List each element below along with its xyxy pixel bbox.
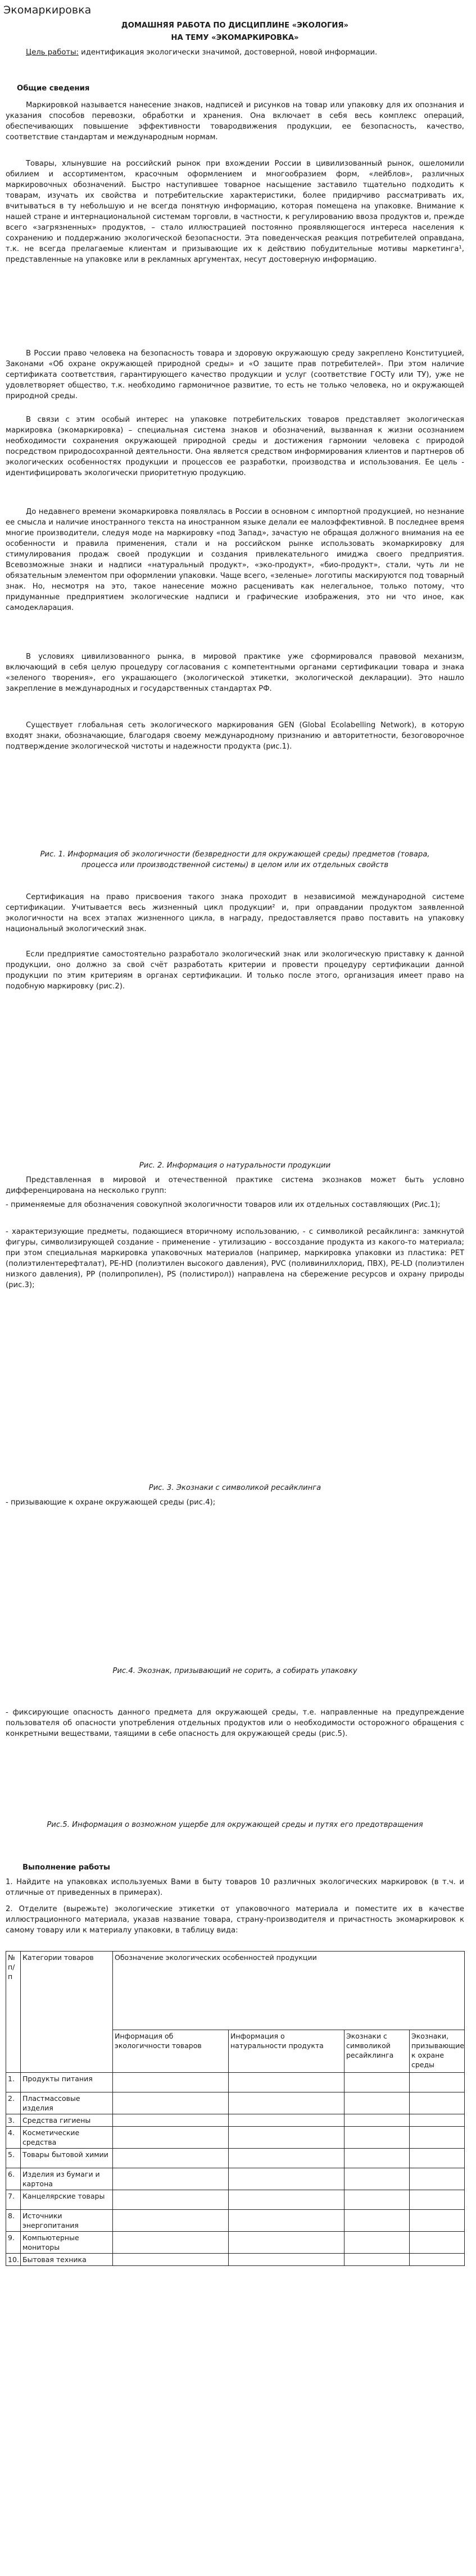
table-cell-category: Компьютерные мониторы	[21, 2232, 113, 2254]
table-cell-number: 7.	[6, 2190, 21, 2210]
paragraph-9: Если предприятие самостоятельно разработало экологический знак или экологическую приставку к данной продукции, оно должно за свой счёт разработать критерии и провести процедуру сертификации данной продукции по этим критериям в органах сертификации. И только после этого, организация имеет право на подобную маркировку (рис.2).	[6, 950, 464, 991]
table-cell	[410, 2149, 465, 2168]
goal-paragraph	[6, 47, 464, 58]
table-cell	[113, 2232, 229, 2254]
table-row	[6, 2127, 465, 2149]
table-cell	[344, 2190, 410, 2210]
section-heading-general: Общие сведения	[17, 84, 90, 93]
table-cell	[229, 2232, 344, 2254]
table-cell	[229, 2092, 344, 2114]
figure-3-caption: Рис. 3. Экознаки с символикой ресайклинга	[148, 1484, 321, 1492]
table-row	[6, 2114, 465, 2127]
table-cell	[344, 2210, 410, 2232]
table-cell-category: Средства гигиены	[21, 2114, 113, 2127]
table-cell-category: Товары бытовой химии	[21, 2149, 113, 2168]
table-cell	[229, 2168, 344, 2190]
header-line-2: НА ТЕМУ «ЭКОМАРКИРОВКА»	[171, 34, 299, 42]
table-cell	[229, 2149, 344, 2168]
table-cell-number: 10.	[6, 2254, 21, 2266]
page-title: Экомаркировка	[3, 4, 92, 16]
paragraph-14: - фиксирующие опасность данного предмета для окружающей среды, т.е. направленные на предупреждение пользователя об опасности употребления отдельных продуктов или о необходимости осторожного обращения с конкретными веществами, таящими в себе опасность для окружающей среды (рис.5).	[6, 1708, 464, 1738]
table-cell	[113, 2168, 229, 2190]
table-cell	[229, 2190, 344, 2210]
table-cell	[229, 2114, 344, 2127]
table-cell	[113, 2073, 229, 2092]
table-cell-number: 1.	[6, 2073, 21, 2092]
table-cell	[344, 2232, 410, 2254]
task-1: 1. Найдите на упаковках используемых Вами в быту товаров 10 различных экологических маркировок (в т.ч. и отличные от приведенных в примерах).	[6, 1878, 464, 1897]
paragraph-6: В условиях цивилизованного рынка, в мировой практике уже сформировался правовой механизм, включающий в себя целую процедуру согласования с компетентными органами сертификации товара и знака «зеленого творения», его украшающего (экологической этикетки, экологической декларации). Это нашло закрепление в международных и государственных стандартах РФ.	[6, 653, 464, 693]
figure-4-caption: Рис.4. Экознак, призывающий не сорить, а собирать упаковку	[112, 1667, 357, 1675]
table-cell-number: 4.	[6, 2127, 21, 2149]
table-cell	[344, 2127, 410, 2149]
table-subheader-recycling: Экознаки с символикой ресайклинга	[344, 2030, 410, 2073]
table-cell	[113, 2092, 229, 2114]
table-cell	[410, 2127, 465, 2149]
table-row	[6, 2232, 465, 2254]
table-cell-category: Источники энергопитания	[21, 2210, 113, 2232]
table-cell	[410, 2232, 465, 2254]
table-header-group: Обозначение экологических особенностей продукции	[113, 1952, 465, 2030]
figure-5-caption: Рис.5. Информация о возможном ущербе для окружающей среды и путях его предотвращения	[47, 1821, 423, 1829]
table-row	[6, 2149, 465, 2168]
paragraph-1: Маркировкой называется нанесение знаков, надписей и рисунков на товар или упаковку для их опознания и указания способов перевозки, обработки и хранения. Она включает в себя весь комплекс операций, обеспечивающих повышение эффективности товародвижения продукции, ее безопасность, качество, соответствие стандартам и международным нормам.	[6, 101, 464, 142]
table-cell	[229, 2254, 344, 2266]
table-cell	[410, 2254, 465, 2266]
table-cell	[344, 2254, 410, 2266]
table-cell	[344, 2149, 410, 2168]
table-cell-category: Пластмассовые изделия	[21, 2092, 113, 2114]
table-cell	[410, 2114, 465, 2127]
paragraph-8: Сертификация на право присвоения такого знака проходит в независимой международной системе сертификации. Учитывается весь жизненный цикл продукции² и, при оправдании продуктом заявленной экологичности на всех этапах жизненного цикла, в награду, предоставляется право поставить на упаковку национальный экологический знак.	[6, 893, 464, 933]
table-cell-number: 3.	[6, 2114, 21, 2127]
table-cell	[344, 2114, 410, 2127]
table-row	[6, 2073, 465, 2092]
table-cell	[229, 2210, 344, 2232]
paragraph-12: - характеризующие предметы, подающиеся вторичному использованию, - с символикой ресайклинга: замкнутой фигуры, символизирующей создание - применение - утилизацию - воссоздание продукта из какого-то материала; при этом специальная маркировка упаковочных материалов (например, маркировка упаковки из пластика: PET (полиэтилентерефталат), PE-HD (полиэтилен высокого давления), PVC (поливинилхлорид, ПВХ), PE-LD (полиэтилен низкого давления), PP (полипропилен), PS (полистирол)) направлена на сбережение ресурсов и охрану природы (рис.3);	[6, 1228, 464, 1289]
table-cell	[410, 2210, 465, 2232]
paragraph-11: - применяемые для обозначения совокупной экологичности товаров или их отдельных составляющих (Рис.1);	[6, 1201, 441, 1209]
table-cell	[113, 2210, 229, 2232]
eco-labels-table	[6, 1951, 465, 2266]
table-subheader-ecology: Информация об экологичности товаров	[113, 2030, 229, 2073]
table-cell	[410, 2073, 465, 2092]
table-cell	[113, 2149, 229, 2168]
table-cell	[229, 2127, 344, 2149]
table-cell	[410, 2168, 465, 2190]
table-cell-number: 6.	[6, 2168, 21, 2190]
table-cell-number: 2.	[6, 2092, 21, 2114]
task-2: 2. Отделите (вырежьте) экологические этикетки от упаковочного материала и поместите их в качестве иллюстрационного материала, указав название товара, страну-производителя и причастность экомаркировок к самому товару или к материалу упаковки, в таблицу вида:	[6, 1905, 464, 1935]
table-row	[6, 2254, 465, 2266]
table-cell	[229, 2073, 344, 2092]
paragraph-2: Товары, хлынувшие на российский рынок при вхождении России в цивилизованный рынок, ошеломили обилием и ассортиментом, красочным оформлением и многообразием форм, «лейблов», различных маркировочных обозначений. Быстро наступившее товарное насыщение заставило тщательно подходить к товарам, изучать их свойства и потребительские характеристики, более придирчиво рассматривать их, вчитываться в ту небольшую и не всегда понятную информацию, которая помещена на упаковке. Внимание к нашей стране и интернациональной системам торговли, в частности, к регулированию ввоза продуктов и, прежде всего «загрязненных» продуктов, – стало иллюстрацией постоянно проявляющегося интереса населения к сохранению и поддержанию экологической безопасности. Эта поведенческая реакция потребителей оправдана, т.к. не всегда прелагаемые клиентам и призывающие их к действию побудительные мотивы маркетинга¹, представленные на упаковке или в рекламных аргументах, несут достоверную информацию.	[6, 159, 464, 264]
paragraph-3: В России право человека на безопасность товара и здоровую окружающую среду закреплено Конституцией, Законами «Об охране окружающей природной среды» и «О защите прав потребителей». При этом наличие сертификата соответствия, гарантирующего качество продукции и услуг (соответствие ГОСТу или ТУ), уже не удовлетворяет общество, т.к. необходимо гармоничное развитие, то есть не только человека, но и окружающей природной среды.	[6, 349, 464, 400]
table-cell	[113, 2190, 229, 2210]
figure-1-caption: Рис. 1. Информация об экологичности (безвредности для окружающей среды) предметов (товара, процесса или производственной системы) в целом или их отдельных свойств	[40, 850, 430, 869]
table-cell-category: Косметические средства	[21, 2127, 113, 2149]
table-cell-category: Продукты питания	[21, 2073, 113, 2092]
table-cell	[113, 2114, 229, 2127]
table-row	[6, 2190, 465, 2210]
table-cell-number: 5.	[6, 2149, 21, 2168]
table-row	[6, 2092, 465, 2114]
goal-label: Цель работы:	[26, 48, 79, 57]
section-heading-work: Выполнение работы	[22, 1863, 110, 1872]
paragraph-13: - призывающие к охране окружающей среды (рис.4);	[6, 1498, 216, 1507]
table-cell-number: 9.	[6, 2232, 21, 2254]
table-cell	[344, 2073, 410, 2092]
goal-text: идентификация экологически значимой, достоверной, новой информации.	[78, 48, 378, 57]
table-cell-category: Канцелярские товары	[21, 2190, 113, 2210]
paragraph-5: До недавнего времени экомаркировка появлялась в России в основном с импортной продукцией, но незнание ее смысла и наличие инострaнного текста на иностранном языке делали ее малоэффективной. В последнее время многие производители, следуя моде на маркировку «под Запад», зачастую не обращая должного внимания на ее особенности и правила применения, стали и на российском рынке использовать экомаркировку для стимулирования продаж своей продукции и создания привлекательного имиджа своего предприятия. Всевозможные знаки и надписи «натуральный продукт», «эко-продукт», «био-продукт», стали, чуть ли не обязательным элементом при оформлении упаковки. Чаще всего, «зеленые» логотипы маскируются под товарный знак. Но, несмотря на это, такое нанесение можно расценивать как нелегальное, только потому, что придуманные предприятием экологические надписи и графические изображения, это ни что иное, как самодекларация.	[6, 508, 464, 612]
table-cell	[410, 2092, 465, 2114]
table-cell	[113, 2254, 229, 2266]
table-header-category: Категории товаров	[21, 1952, 113, 2073]
paragraph-10: Представленная в мировой и отечественной практике система экознаков может быть условно дифференцирована на несколько групп:	[6, 1176, 464, 1195]
table-cell	[344, 2092, 410, 2114]
table-cell-category: Бытовая техника	[21, 2254, 113, 2266]
table-cell	[113, 2127, 229, 2149]
table-subheader-natural: Информация о натуральности продукта	[229, 2030, 344, 2073]
paragraph-7: Существует глобальная сеть экологического маркирования GEN (Global Ecolabelling Network), в которую входят знаки, обозначающие, благодаря своему международному признанию и авторитетности, безоговорочное подтверждение экологической чистоты и надежности продукта (рис.1).	[6, 721, 464, 751]
table-subheader-protection: Экознаки, призывающие к охране среды	[410, 2030, 465, 2073]
paragraph-4: В связи с этим особый интерес на упаковке потребительских товаров представляет экологическая маркировка (экомаркировка) – специальная система знаков и обозначений, вызванная к жизни осознанием необходимости сохранения окружающей природной среды и достижения гармонии человека с природой посредством природосохранной деятельности. Она является средством информирования клиентов и партнеров об экологических особенностях продукции и процессов ее разработки, производства и использования. Ее цель - идентифицировать экологически приоритетную продукцию.	[6, 416, 464, 477]
table-cell-category: Изделия из бумаги и картона	[21, 2168, 113, 2190]
table-cell	[410, 2190, 465, 2210]
table-row	[6, 2168, 465, 2190]
table-cell-number: 8.	[6, 2210, 21, 2232]
table-row	[6, 2210, 465, 2232]
table-cell	[344, 2168, 410, 2190]
table-header-number: № п/п	[6, 1952, 21, 2073]
figure-2-caption: Рис. 2. Информация о натуральности продукции	[139, 1161, 331, 1170]
header-line-1: ДОМАШНЯЯ РАБОТА ПО ДИСЦИПЛИНЕ «ЭКОЛОГИЯ»	[121, 21, 349, 30]
